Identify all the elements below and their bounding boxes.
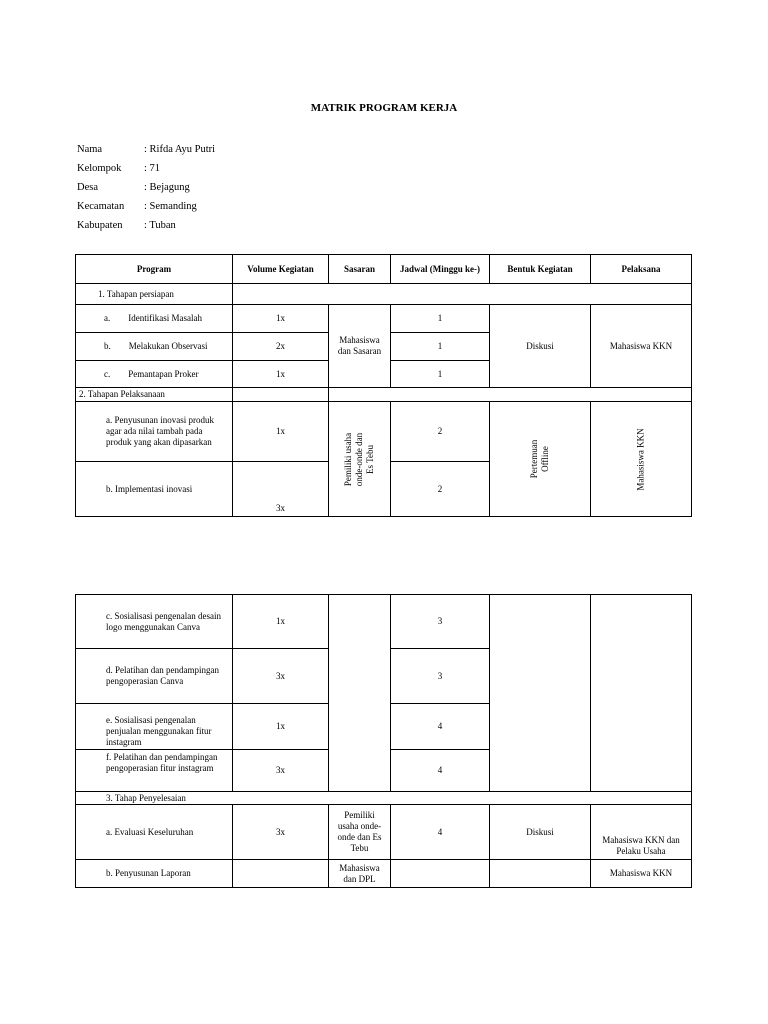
jadwal-cell: 3 — [437, 670, 443, 681]
info-value: : Tuban — [144, 220, 176, 231]
jadwal-cell: 1 — [437, 341, 443, 351]
program-sosialisasi-canva: c. Sosialisasi pengenalan desain logo menggunakan Canva — [106, 610, 221, 632]
sasaran-evaluasi: Pemiliki usaha onde-onde dan Es Tebu — [337, 810, 382, 853]
pelaksana-pelaksanaan-text: Mahasiswa KKN — [635, 427, 646, 491]
bentuk-pelaksanaan-text: Pertemuan Offline — [529, 439, 550, 479]
jadwal-cell: 4 — [437, 721, 443, 731]
volume-cell: 1x — [276, 721, 285, 731]
info-label: Nama — [77, 144, 103, 155]
header-bentuk: Bentuk Kegiatan — [507, 263, 573, 274]
info-value: : 71 — [144, 163, 161, 174]
program-penyusunan-inovasi: a. Penyusunan inovasi produk agar ada nilai tambah pada produk yang akan dipasarkan — [106, 415, 214, 447]
program-pemantapan: c. Pemantapan Proker — [104, 368, 199, 379]
jadwal-cell: 2 — [437, 426, 443, 436]
header-sasaran: Sasaran — [343, 263, 375, 274]
section-penyelesaian: 3. Tahap Penyelesaian — [106, 792, 186, 803]
info-label: Kelompok — [77, 163, 122, 174]
sasaran-pelaksanaan — [329, 402, 390, 516]
program-laporan: b. Penyusunan Laporan — [106, 868, 191, 878]
info-label: Kabupaten — [77, 220, 123, 231]
program-observasi: b. Melakukan Observasi — [104, 341, 208, 351]
jadwal-cell: 3 — [437, 616, 443, 626]
jadwal-cell: 4 — [437, 826, 443, 837]
program-pelatihan-canva: d. Pelatihan dan pendampingan pengoperasian Canva — [106, 665, 219, 686]
jadwal-cell: 4 — [437, 765, 443, 775]
volume-cell: 1x — [276, 313, 285, 323]
info-label: Desa — [77, 182, 98, 193]
sasaran-pelaksanaan-text: Pemiliki usaha onde-onde dan Es Tebu — [343, 432, 375, 486]
header-pelaksana: Pelaksana — [621, 263, 661, 274]
info-label: Kecamatan — [77, 201, 125, 212]
sasaran-laporan: Mahasiswa dan DPL — [339, 862, 380, 884]
section-pelaksanaan: 2. Tahapan Pelaksanaan — [79, 389, 165, 399]
header-volume: Volume Kegiatan — [247, 263, 314, 274]
jadwal-cell: 2 — [437, 483, 443, 494]
info-value: : Bejagung — [144, 182, 190, 193]
jadwal-cell: 1 — [437, 313, 443, 323]
bentuk-pelaksanaan — [490, 402, 590, 516]
bentuk-evaluasi: Diskusi — [526, 826, 554, 837]
header-jadwal: Jadwal (Minggu ke-) — [399, 263, 480, 274]
volume-cell: 3x — [276, 503, 285, 513]
program-sosialisasi-instagram: e. Sosialisasi pengenalan penjualan menggunakan fitur instagram — [106, 715, 212, 747]
program-evaluasi: a. Evaluasi Keseluruhan — [106, 826, 194, 837]
header-program: Program — [136, 263, 172, 274]
info-value: : Semanding — [144, 201, 197, 212]
document-title: MATRIK PROGRAM KERJA — [310, 102, 458, 114]
volume-cell: 1x — [276, 426, 285, 436]
pelaksana-evaluasi: Mahasiswa KKN dan Pelaku Usaha — [602, 835, 680, 856]
program-implementasi: b. Implementasi inovasi — [106, 483, 193, 494]
volume-cell: 3x — [276, 765, 285, 775]
program-identifikasi: a. Identifikasi Masalah — [104, 313, 202, 323]
info-value: : Rifda Ayu Putri — [144, 144, 216, 155]
volume-cell: 1x — [276, 616, 285, 626]
volume-cell: 3x — [276, 670, 285, 681]
pelaksana-pelaksanaan — [591, 402, 691, 516]
volume-cell: 3x — [276, 826, 285, 837]
volume-cell: 2x — [276, 341, 285, 351]
pelaksana-persiapan: Mahasiswa KKN — [609, 340, 673, 351]
jadwal-cell: 1 — [437, 368, 443, 379]
section-persiapan: 1. Tahapan persiapan — [98, 288, 174, 299]
sasaran-persiapan: Mahasiswa dan Sasaran — [337, 335, 382, 356]
volume-cell: 1x — [276, 368, 285, 379]
program-pelatihan-instagram: f. Pelatihan dan pendampingan pengoperasian fitur instagram — [106, 752, 218, 773]
pelaksana-laporan: Mahasiswa KKN — [609, 868, 673, 878]
bentuk-persiapan: Diskusi — [526, 340, 554, 351]
